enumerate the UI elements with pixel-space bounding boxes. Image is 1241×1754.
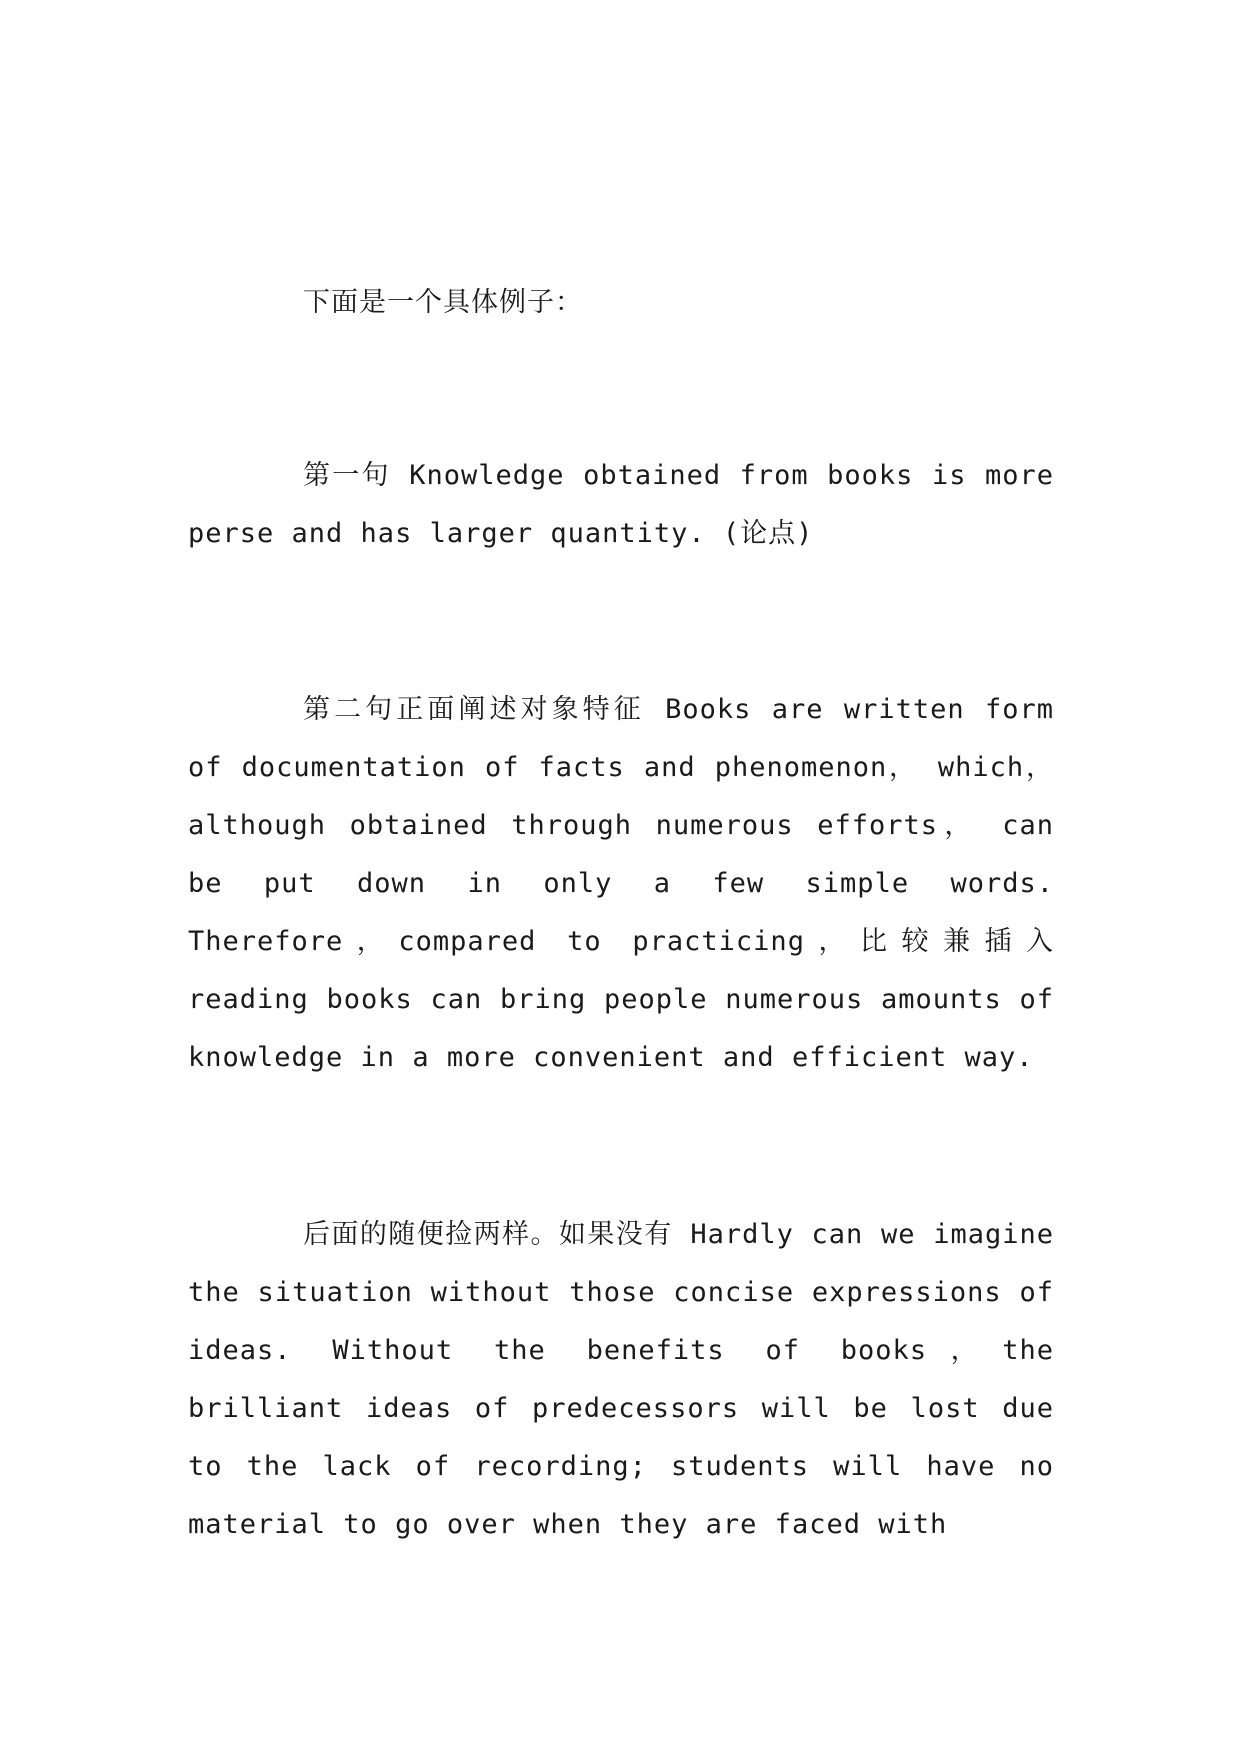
paragraph-following-sentences: 后面的随便捡两样。如果没有 Hardly can we imagine the situation without those concise expressions of ideas. Without the benefits of books，the brilliant ideas of predecessors will be lost due to the lack of recording; students will have no material to go over when they are faced with xyxy=(188,1219,1054,1540)
paragraph-first-sentence: 第一句 Knowledge obtained from books is more perse and has larger quantity. (论点) xyxy=(188,460,1054,549)
paragraph-second-sentence: 第二句正面阐述对象特征 Books are written form of documentation of facts and phenomenon， which，although obtained through numerous efforts， can be put down in only a few simple words. Therefore，compared to practicing，比较兼插入 reading books can bring people numerous amounts of knowledge in a more convenient and efficient way. xyxy=(188,694,1054,1073)
paragraph-intro: 下面是一个具体例子： xyxy=(303,287,583,318)
